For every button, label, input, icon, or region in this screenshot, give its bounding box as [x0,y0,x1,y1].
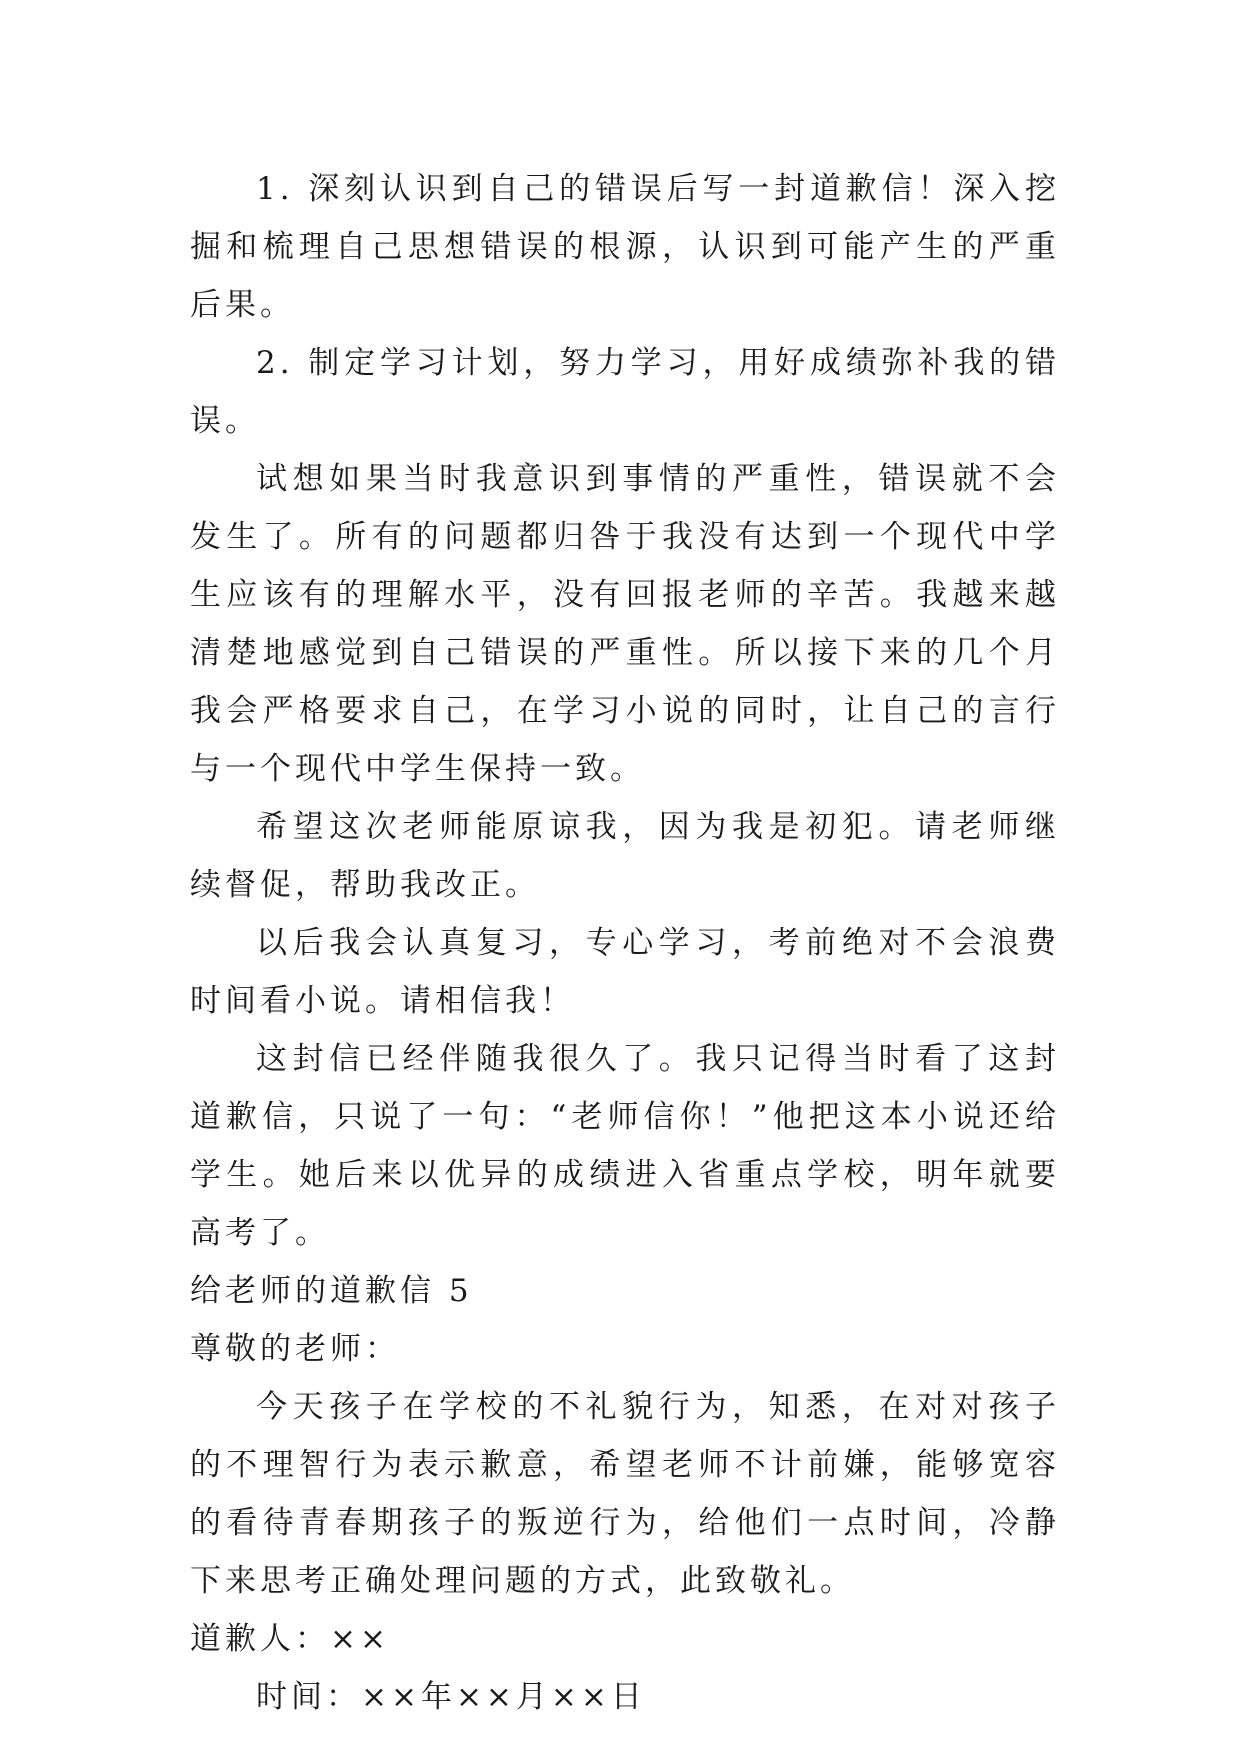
salutation: 尊敬的老师： [190,1331,400,1367]
paragraph-point-1: 1. 深刻认识到自己的错误后写一封道歉信！深入挖掘和梳理自己思想错误的根源，认识到可能产生的严重后果。 [190,171,1060,323]
paragraph-hope: 希望这次老师能原谅我，因为我是初犯。请老师继续督促，帮助我改正。 [190,809,1060,903]
paragraph-story: 这封信已经伴随我很久了。我只记得当时看了这封道歉信，只说了一句：“老师信你！”他把这本小说还给学生。她后来以优异的成绩进入省重点学校，明年就要高考了。 [190,1041,1060,1251]
date-line: 时间：××年××月××日 [256,1679,646,1715]
paragraph-promise: 以后我会认真复习，专心学习，考前绝对不会浪费时间看小说。请相信我！ [190,925,1060,1019]
paragraph-point-2: 2. 制定学习计划，努力学习，用好成绩弥补我的错误。 [190,345,1060,439]
paragraph-reflection: 试想如果当时我意识到事情的严重性，错误就不会发生了。所有的问题都归咎于我没有达到一个现代中学生应该有的理解水平，没有回报老师的辛苦。我越来越清楚地感觉到自己错误的严重性。所以接下来的几个月我会严格要求自己，在学习小说的同时，让自己的言行与一个现代中学生保持一致。 [190,461,1060,787]
signature-line: 道歉人：×× [190,1621,390,1657]
document-page [190,160,1060,1726]
section-heading: 给老师的道歉信 5 [190,1273,473,1309]
paragraph-letter-body: 今天孩子在学校的不礼貌行为，知悉，在对对孩子的不理智行为表示歉意，希望老师不计前嫌，能够宽容的看待青春期孩子的叛逆行为，给他们一点时间，冷静下来思考正确处理问题的方式，此致敬礼。 [190,1389,1060,1599]
